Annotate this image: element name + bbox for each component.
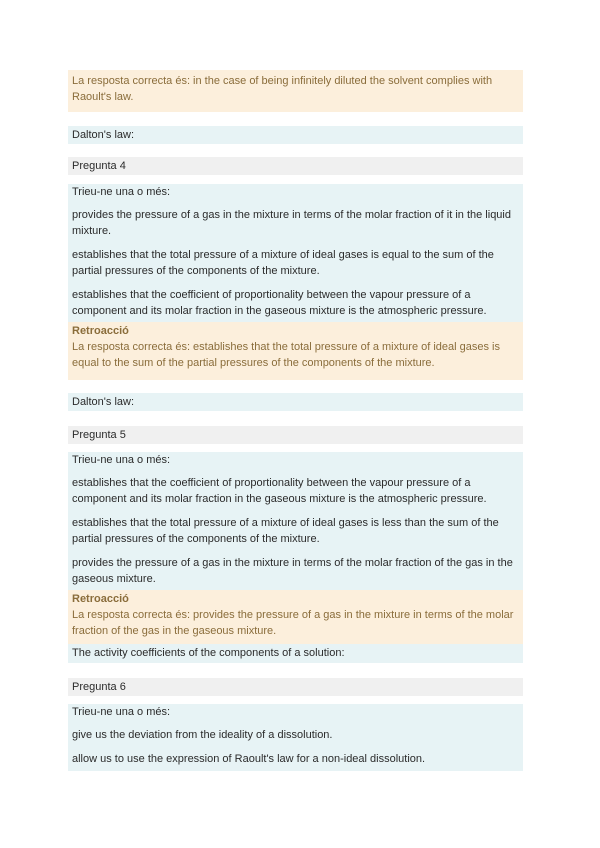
question-feedback: [68, 322, 523, 380]
answer-option[interactable]: establishes that the total pressure of a mixture of ideal gases is equal to the sum of the partial pressures of the components of the mixture.: [72, 249, 494, 277]
question-number: Pregunta 4: [72, 160, 126, 172]
answer-option[interactable]: establishes that the total pressure of a mixture of ideal gases is less than the sum of the partial pressures of the components of the mixture.: [72, 517, 499, 545]
answer-instruction: Trieu-ne una o més:: [72, 706, 171, 718]
question-text: Dalton's law:: [72, 129, 135, 141]
feedback-text: La resposta correcta és: provides the pressure of a gas in the mixture in terms of the molar fraction of the gas in the gaseous mixture.: [72, 609, 514, 637]
question-prompt: [68, 644, 523, 663]
question-prompt: [68, 126, 523, 144]
answer-option[interactable]: establishes that the coefficient of proportionality between the vapour pressure of a component and its molar fraction in the gaseous mixture is the atmospheric pressure.: [72, 289, 487, 317]
question-text: Dalton's law:: [72, 396, 135, 408]
answer-instruction: Trieu-ne una o més:: [72, 454, 171, 466]
question-info: [68, 678, 523, 696]
question-prompt: [68, 393, 523, 411]
feedback-title: Retroacció: [72, 593, 129, 605]
question-info: [68, 426, 523, 444]
question-number: Pregunta 5: [72, 429, 126, 441]
answer-option[interactable]: give us the deviation from the ideality of a dissolution.: [72, 729, 333, 741]
feedback-text: La resposta correcta és: in the case of being infinitely diluted the solvent complies with Raoult's law.: [72, 75, 493, 103]
question-answer-block: [68, 184, 523, 322]
question-number: Pregunta 6: [72, 681, 126, 693]
question-text: The activity coefficients of the components of a solution:: [72, 647, 345, 659]
feedback-title: Retroacció: [72, 325, 129, 337]
previous-question-feedback: [68, 70, 523, 112]
answer-instruction: Trieu-ne una o més:: [72, 186, 171, 198]
answer-option[interactable]: establishes that the coefficient of proportionality between the vapour pressure of a component and its molar fraction in the gaseous mixture is the atmospheric pressure.: [72, 477, 487, 505]
question-answer-block: [68, 452, 523, 590]
question-info: [68, 157, 523, 175]
question-answer-block: [68, 704, 523, 771]
feedback-text: La resposta correcta és: establishes that the total pressure of a mixture of ideal gases is equal to the sum of the partial pressures of the components of the mixture.: [72, 341, 501, 369]
answer-option[interactable]: provides the pressure of a gas in the mixture in terms of the molar fraction of the gas in the gaseous mixture.: [72, 557, 513, 585]
answer-option[interactable]: allow us to use the expression of Raoult's law for a non-ideal dissolution.: [72, 753, 426, 765]
question-feedback: [68, 590, 523, 644]
answer-option[interactable]: provides the pressure of a gas in the mixture in terms of the molar fraction of it in the liquid mixture.: [72, 209, 511, 237]
